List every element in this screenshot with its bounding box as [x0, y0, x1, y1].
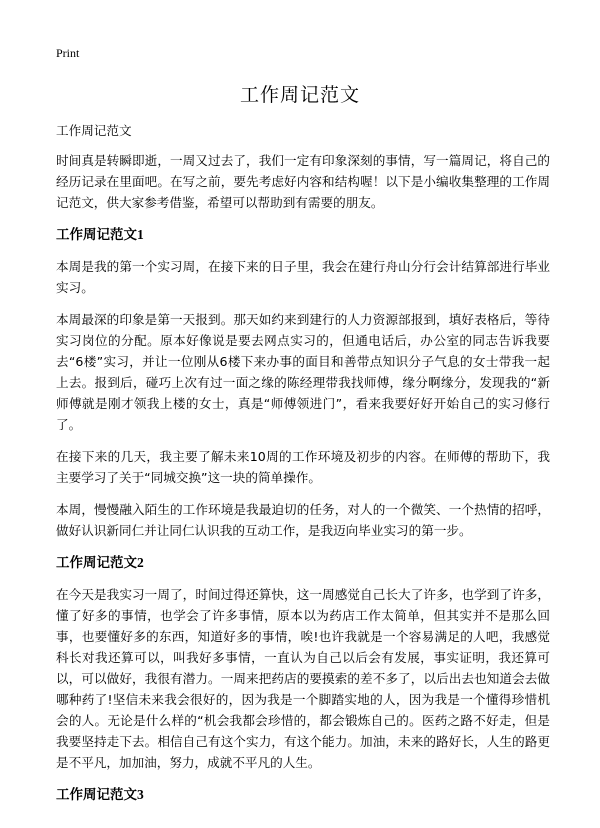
print-link[interactable]: Print [56, 46, 80, 60]
page-title: 工作周记范文 [239, 84, 360, 106]
section-1-paragraph: 本周，慢慢融入陌生的工作环境是我最迫切的任务，对人的一个微笑、一个热情的招呼，做好认识新同仁并让同仁认识我的互动工作，是我迈向毕业实习的第一步。 [56, 502, 550, 538]
article-subtitle: 工作周记范文 [56, 123, 132, 138]
section-1-heading: 工作周记范文1 [56, 227, 144, 242]
section-1-paragraph: 本周最深的印象是第一天报到。那天如约来到建行的人力资源部报到，填好表格后，等待实习岗位的分配。原本好像说是要去网点实习的，但通电话后，办公室的同志告诉我要去“6楼”实习，并让一位刚从6楼下来办事的面目和善带点知识分子气息的女士带我一起上去。报到后，碰巧上次有过一面之缘的陈经理带我找师傅，缘分啊缘分，发现我的“新师傅就是刚才领我上楼的女士，真是“师傅领进门”，看来我要好好开始自己的实习修行了。 [56, 312, 550, 432]
section-2-heading: 工作周记范文2 [56, 555, 144, 570]
section-1-paragraph: 本周是我的第一个实习周，在接下来的日子里，我会在建行舟山分行会计结算部进行毕业实习。 [56, 259, 550, 295]
section-3-heading: 工作周记范文3 [56, 787, 144, 802]
section-1-paragraph: 在接下来的几天，我主要了解未来10周的工作环境及初步的内容。在师傅的帮助下，我主要学习了关于“同城交换”这一块的简单操作。 [56, 449, 550, 485]
intro-paragraph: 时间真是转瞬即逝，一周又过去了，我们一定有印象深刻的事情，写一篇周记，将自己的经历记录在里面吧。在写之前，要先考虑好内容和结构喔！以下是小编收集整理的工作周记范文，供大家参考借鉴，希望可以帮助到有需要的朋友。 [56, 153, 550, 210]
article-body [56, 120, 550, 816]
section-2-paragraph: 在今天是我实习一周了，时间过得还算快，这一周感觉自己长大了许多，也学到了许多，懂了好多的事情，也学会了许多事情，原本以为药店工作太简单，但其实并不是那么回事，也要懂好多的东西，知道好多的事情，唉!也许我就是一个容易满足的人吧，我感觉科长对我还算可以，叫我好多事情，一直认为自己以后会有发展，事实证明，我还算可以，可以做好，我很有潜力。一周来把药店的要摸索的差不多了，以后出去也知道会去做哪种药了!坚信未来我会很好的，因为我是一个脚踏实地的人，因为我是一个懂得珍惜机会的人。无论是什么样的“机会我都会珍惜的，都会锻炼自己的。医药之路不好走，但是我要坚持走下去。相信自己有这个实力，有这个能力。加油，未来的路好长，人生的路更是不平凡，加加油，努力，成就不平凡的人生。 [56, 587, 550, 770]
